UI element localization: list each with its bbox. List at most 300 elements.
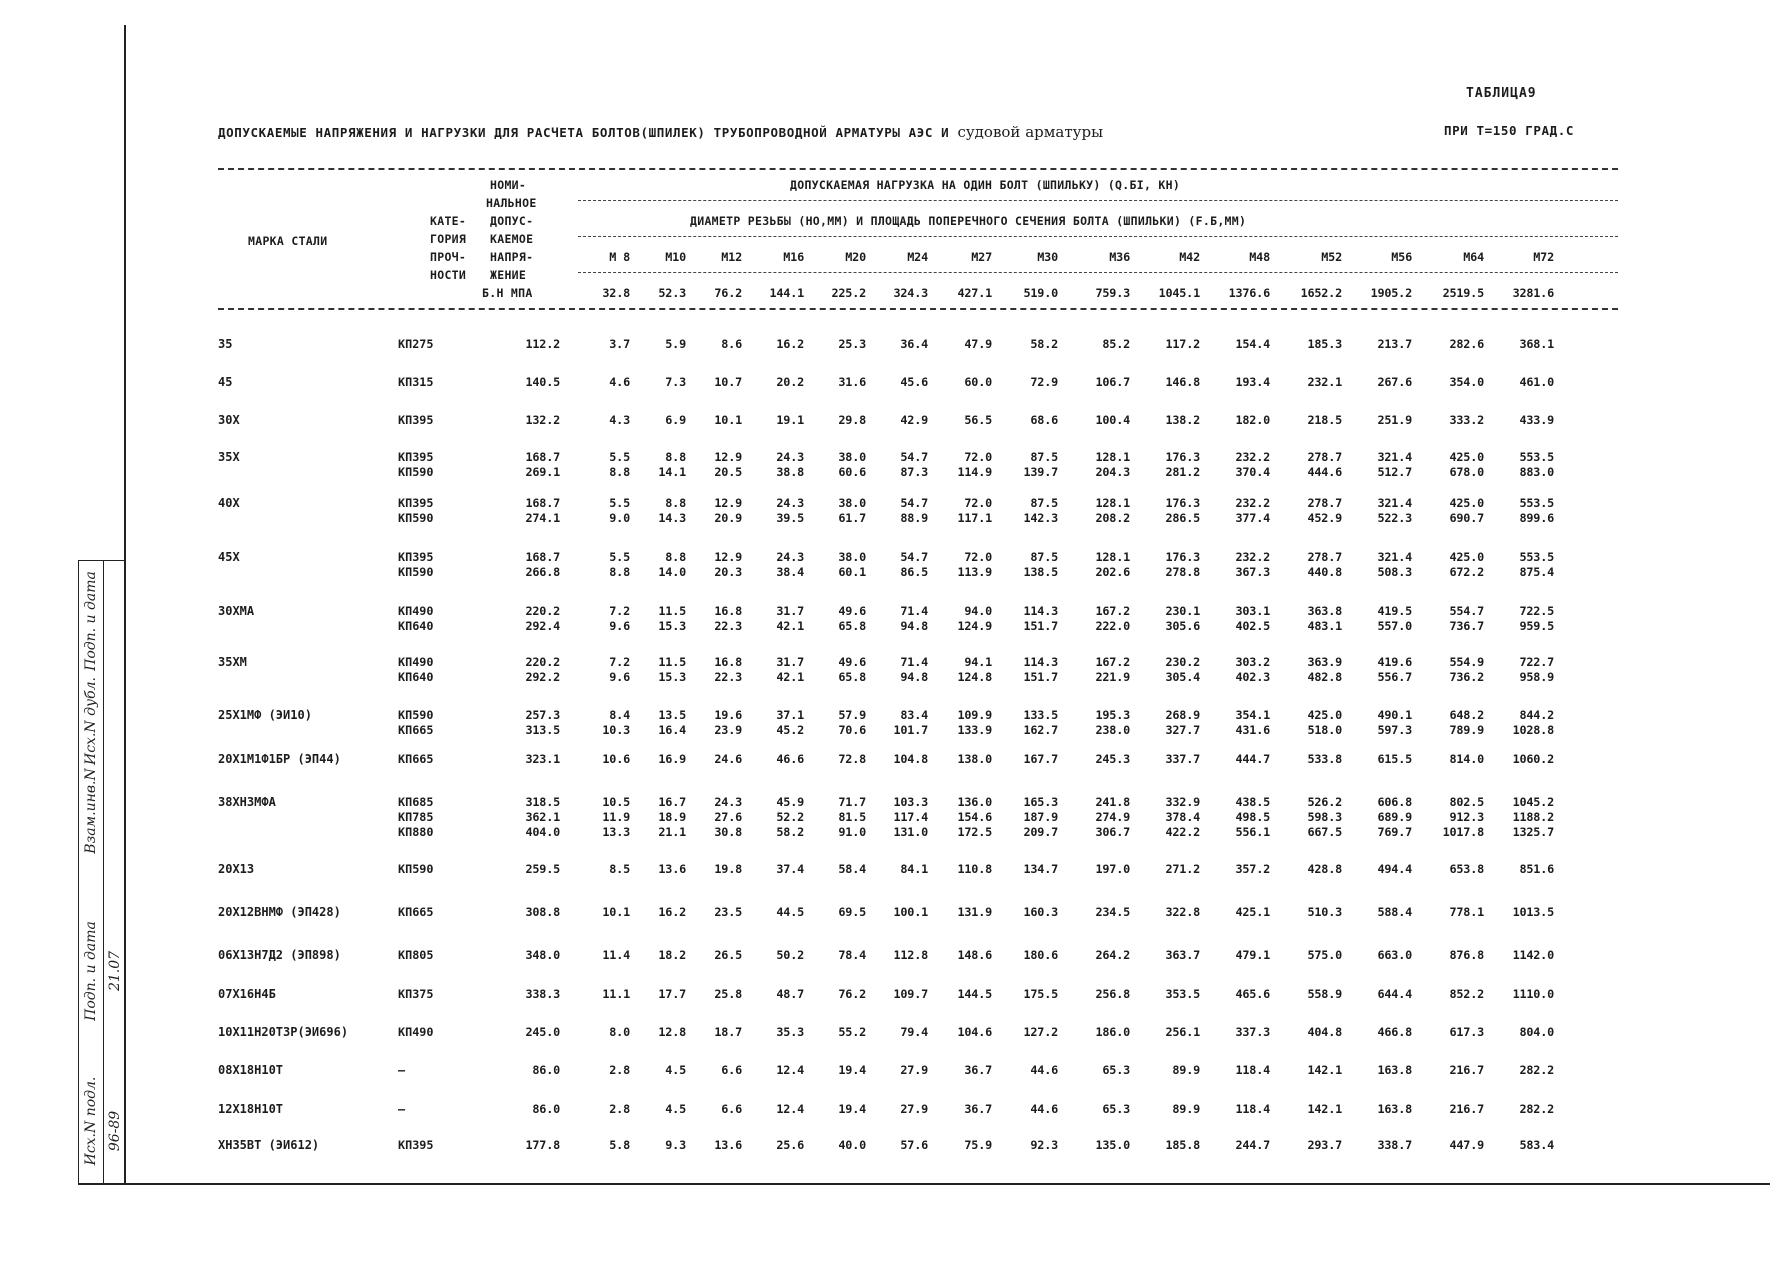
stamp-label-orig: Исх.N подл. bbox=[83, 1076, 99, 1166]
row-10-value-1-11: 598.3 bbox=[1307, 810, 1342, 824]
row-14-value-0-4: 76.2 bbox=[838, 987, 866, 1001]
thread-size-13: М64 bbox=[1463, 250, 1484, 264]
row-5-value-0-14: 553.5 bbox=[1519, 550, 1554, 564]
thread-size-9: М42 bbox=[1179, 250, 1200, 264]
row-steel-16: 08Х18Н10Т bbox=[218, 1063, 284, 1077]
row-4-value-1-4: 61.7 bbox=[838, 511, 866, 525]
row-6-value-1-13: 736.7 bbox=[1449, 619, 1484, 633]
area-value-14: 3281.6 bbox=[1512, 286, 1554, 300]
row-4-value-0-2: 12.9 bbox=[714, 496, 742, 510]
row-11-value-0-5: 84.1 bbox=[900, 862, 928, 876]
row-10-value-2-3: 58.2 bbox=[776, 825, 804, 839]
row-2-value-0-9: 138.2 bbox=[1165, 413, 1200, 427]
row-3-value-1-5: 87.3 bbox=[900, 465, 928, 479]
row-7-value-0-14: 722.7 bbox=[1519, 655, 1554, 669]
row-7-category-0: КП490 bbox=[398, 655, 434, 669]
row-5-value-1-5: 86.5 bbox=[900, 565, 928, 579]
row-3-value-0-7: 87.5 bbox=[1030, 450, 1058, 464]
row-6-stress-1: 292.4 bbox=[525, 619, 560, 633]
row-8-value-0-8: 195.3 bbox=[1095, 708, 1130, 722]
row-6-value-1-4: 65.8 bbox=[838, 619, 866, 633]
row-1-value-0-7: 72.9 bbox=[1030, 375, 1058, 389]
row-18-value-0-9: 185.8 bbox=[1165, 1138, 1200, 1152]
row-5-category-1: КП590 bbox=[398, 565, 434, 579]
row-7-value-0-3: 31.7 bbox=[776, 655, 804, 669]
row-13-value-0-13: 876.8 bbox=[1449, 948, 1484, 962]
row-16-value-0-4: 19.4 bbox=[838, 1063, 866, 1077]
row-5-value-1-8: 202.6 bbox=[1095, 565, 1130, 579]
row-3-value-0-14: 553.5 bbox=[1519, 450, 1554, 464]
row-3-value-0-5: 54.7 bbox=[900, 450, 928, 464]
row-10-value-2-2: 30.8 bbox=[714, 825, 742, 839]
row-7-value-1-10: 402.3 bbox=[1235, 670, 1270, 684]
row-10-value-1-5: 117.4 bbox=[893, 810, 928, 824]
row-8-value-0-5: 83.4 bbox=[900, 708, 928, 722]
row-17-value-0-12: 163.8 bbox=[1377, 1102, 1412, 1116]
row-4-value-0-4: 38.0 bbox=[838, 496, 866, 510]
row-14-value-0-7: 175.5 bbox=[1023, 987, 1058, 1001]
row-8-value-1-8: 238.0 bbox=[1095, 723, 1130, 737]
row-7-value-1-9: 305.4 bbox=[1165, 670, 1200, 684]
row-5-value-1-4: 60.1 bbox=[838, 565, 866, 579]
row-6-value-1-6: 124.9 bbox=[957, 619, 992, 633]
row-11-category-0: КП590 bbox=[398, 862, 434, 876]
row-6-value-0-1: 11.5 bbox=[658, 604, 686, 618]
row-8-value-0-0: 8.4 bbox=[609, 708, 630, 722]
row-5-value-1-0: 8.8 bbox=[609, 565, 630, 579]
row-15-value-0-5: 79.4 bbox=[900, 1025, 928, 1039]
row-9-value-0-1: 16.9 bbox=[658, 752, 686, 766]
row-14-value-0-2: 25.8 bbox=[714, 987, 742, 1001]
row-3-value-1-4: 60.6 bbox=[838, 465, 866, 479]
row-9-value-0-10: 444.7 bbox=[1235, 752, 1270, 766]
row-8-value-1-12: 597.3 bbox=[1377, 723, 1412, 737]
row-11-value-0-2: 19.8 bbox=[714, 862, 742, 876]
thread-size-4: М20 bbox=[845, 250, 866, 264]
row-0-value-0-5: 36.4 bbox=[900, 337, 928, 351]
row-18-value-0-5: 57.6 bbox=[900, 1138, 928, 1152]
area-value-8: 759.3 bbox=[1095, 286, 1130, 300]
column-stress-line-4: КАЕМОЕ bbox=[490, 232, 534, 246]
row-7-value-1-12: 556.7 bbox=[1377, 670, 1412, 684]
row-13-stress-0: 348.0 bbox=[525, 948, 560, 962]
row-5-value-0-11: 278.7 bbox=[1307, 550, 1342, 564]
title-handwritten: судовой арматуры bbox=[957, 123, 1104, 141]
row-3-value-0-12: 321.4 bbox=[1377, 450, 1412, 464]
row-10-category-0: КП685 bbox=[398, 795, 434, 809]
row-15-value-0-7: 127.2 bbox=[1023, 1025, 1058, 1039]
row-13-value-0-8: 264.2 bbox=[1095, 948, 1130, 962]
row-9-value-0-12: 615.5 bbox=[1377, 752, 1412, 766]
row-7-stress-0: 220.2 bbox=[525, 655, 560, 669]
thread-size-7: М30 bbox=[1037, 250, 1058, 264]
diameter-header-rule bbox=[578, 236, 1618, 237]
row-4-value-1-2: 20.9 bbox=[714, 511, 742, 525]
row-1-value-0-1: 7.3 bbox=[665, 375, 686, 389]
row-11-value-0-0: 8.5 bbox=[609, 862, 630, 876]
row-4-value-1-10: 377.4 bbox=[1235, 511, 1270, 525]
row-6-value-1-12: 557.0 bbox=[1377, 619, 1412, 633]
row-7-value-0-7: 114.3 bbox=[1023, 655, 1058, 669]
row-8-stress-1: 313.5 bbox=[525, 723, 560, 737]
row-1-value-0-10: 193.4 bbox=[1235, 375, 1270, 389]
thread-size-10: М48 bbox=[1249, 250, 1270, 264]
row-18-value-0-6: 75.9 bbox=[964, 1138, 992, 1152]
row-10-value-1-6: 154.6 bbox=[957, 810, 992, 824]
row-8-stress-0: 257.3 bbox=[525, 708, 560, 722]
row-6-value-0-2: 16.8 bbox=[714, 604, 742, 618]
row-1-value-0-5: 45.6 bbox=[900, 375, 928, 389]
row-7-value-1-11: 482.8 bbox=[1307, 670, 1342, 684]
row-4-stress-1: 274.1 bbox=[525, 511, 560, 525]
row-13-value-0-7: 180.6 bbox=[1023, 948, 1058, 962]
row-10-value-2-5: 131.0 bbox=[893, 825, 928, 839]
row-18-value-0-0: 5.8 bbox=[609, 1138, 630, 1152]
row-6-value-1-8: 222.0 bbox=[1095, 619, 1130, 633]
row-9-value-0-9: 337.7 bbox=[1165, 752, 1200, 766]
row-13-value-0-14: 1142.0 bbox=[1512, 948, 1554, 962]
row-7-value-1-8: 221.9 bbox=[1095, 670, 1130, 684]
row-12-value-0-14: 1013.5 bbox=[1512, 905, 1554, 919]
row-5-value-0-10: 232.2 bbox=[1235, 550, 1270, 564]
row-4-value-1-1: 14.3 bbox=[658, 511, 686, 525]
row-5-value-1-1: 14.0 bbox=[658, 565, 686, 579]
row-10-value-2-7: 209.7 bbox=[1023, 825, 1058, 839]
row-6-value-1-10: 402.5 bbox=[1235, 619, 1270, 633]
row-4-value-0-14: 553.5 bbox=[1519, 496, 1554, 510]
row-0-value-0-6: 47.9 bbox=[964, 337, 992, 351]
row-10-value-0-13: 802.5 bbox=[1449, 795, 1484, 809]
row-0-value-0-12: 213.7 bbox=[1377, 337, 1412, 351]
area-value-7: 519.0 bbox=[1023, 286, 1058, 300]
row-2-stress-0: 132.2 bbox=[525, 413, 560, 427]
row-8-value-1-3: 45.2 bbox=[776, 723, 804, 737]
row-5-value-1-3: 38.4 bbox=[776, 565, 804, 579]
row-12-value-0-1: 16.2 bbox=[658, 905, 686, 919]
row-18-value-0-3: 25.6 bbox=[776, 1138, 804, 1152]
row-17-category-0: – bbox=[398, 1102, 406, 1116]
row-16-value-0-9: 89.9 bbox=[1172, 1063, 1200, 1077]
row-14-value-0-6: 144.5 bbox=[957, 987, 992, 1001]
row-7-value-0-2: 16.8 bbox=[714, 655, 742, 669]
row-3-value-1-0: 8.8 bbox=[609, 465, 630, 479]
row-15-value-0-12: 466.8 bbox=[1377, 1025, 1412, 1039]
row-10-value-1-8: 274.9 bbox=[1095, 810, 1130, 824]
row-15-value-0-8: 186.0 bbox=[1095, 1025, 1130, 1039]
row-12-value-0-11: 510.3 bbox=[1307, 905, 1342, 919]
thread-size-14: М72 bbox=[1533, 250, 1554, 264]
area-value-1: 52.3 bbox=[658, 286, 686, 300]
row-10-value-0-2: 24.3 bbox=[714, 795, 742, 809]
row-9-value-0-2: 24.6 bbox=[714, 752, 742, 766]
row-9-value-0-11: 533.8 bbox=[1307, 752, 1342, 766]
title-main: ДОПУСКАЕМЫЕ НАПРЯЖЕНИЯ И НАГРУЗКИ ДЛЯ РАСЧЕТА БОЛТОВ(ШПИЛЕК) ТРУБОПРОВОДНОЙ АРМАТУРЫ АЭС И bbox=[218, 125, 950, 140]
row-0-value-0-2: 8.6 bbox=[721, 337, 742, 351]
row-11-value-0-13: 653.8 bbox=[1449, 862, 1484, 876]
row-steel-0: 35 bbox=[218, 337, 233, 351]
row-10-value-0-0: 10.5 bbox=[602, 795, 630, 809]
row-8-value-0-11: 425.0 bbox=[1307, 708, 1342, 722]
row-15-value-0-13: 617.3 bbox=[1449, 1025, 1484, 1039]
row-3-value-0-4: 38.0 bbox=[838, 450, 866, 464]
row-10-value-2-0: 13.3 bbox=[602, 825, 630, 839]
column-stress-line-1: НОМИ- bbox=[490, 178, 527, 192]
row-4-value-1-9: 286.5 bbox=[1165, 511, 1200, 525]
row-10-value-0-6: 136.0 bbox=[957, 795, 992, 809]
row-6-category-0: КП490 bbox=[398, 604, 434, 618]
row-17-value-0-1: 4.5 bbox=[665, 1102, 686, 1116]
row-14-value-0-1: 17.7 bbox=[658, 987, 686, 1001]
row-5-value-0-5: 54.7 bbox=[900, 550, 928, 564]
row-10-value-0-8: 241.8 bbox=[1095, 795, 1130, 809]
row-16-value-0-2: 6.6 bbox=[721, 1063, 742, 1077]
row-5-value-0-6: 72.0 bbox=[964, 550, 992, 564]
row-0-value-0-8: 85.2 bbox=[1102, 337, 1130, 351]
row-7-value-0-0: 7.2 bbox=[609, 655, 630, 669]
row-9-category-0: КП665 bbox=[398, 752, 434, 766]
row-2-value-0-10: 182.0 bbox=[1235, 413, 1270, 427]
row-10-value-2-9: 422.2 bbox=[1165, 825, 1200, 839]
thread-size-8: М36 bbox=[1109, 250, 1130, 264]
row-3-value-1-2: 20.5 bbox=[714, 465, 742, 479]
row-11-value-0-11: 428.8 bbox=[1307, 862, 1342, 876]
row-8-value-1-9: 327.7 bbox=[1165, 723, 1200, 737]
row-9-stress-0: 323.1 bbox=[525, 752, 560, 766]
area-value-2: 76.2 bbox=[714, 286, 742, 300]
row-9-value-0-4: 72.8 bbox=[838, 752, 866, 766]
row-steel-12: 20Х12ВНМФ (ЭП428) bbox=[218, 905, 341, 919]
row-10-value-1-2: 27.6 bbox=[714, 810, 742, 824]
row-7-value-0-13: 554.9 bbox=[1449, 655, 1484, 669]
row-3-stress-1: 269.1 bbox=[525, 465, 560, 479]
row-6-value-0-8: 167.2 bbox=[1095, 604, 1130, 618]
table-title bbox=[218, 123, 1103, 141]
row-12-category-0: КП665 bbox=[398, 905, 434, 919]
row-14-value-0-12: 644.4 bbox=[1377, 987, 1412, 1001]
stamp-label-sign: Подп. и дата bbox=[83, 921, 99, 1021]
row-5-value-1-10: 367.3 bbox=[1235, 565, 1270, 579]
row-15-value-0-4: 55.2 bbox=[838, 1025, 866, 1039]
row-12-value-0-8: 234.5 bbox=[1095, 905, 1130, 919]
thread-size-6: М27 bbox=[971, 250, 992, 264]
row-6-value-1-5: 94.8 bbox=[900, 619, 928, 633]
row-2-value-0-7: 68.6 bbox=[1030, 413, 1058, 427]
row-0-stress-0: 112.2 bbox=[525, 337, 560, 351]
thread-size-5: М24 bbox=[907, 250, 928, 264]
row-7-value-0-4: 49.6 bbox=[838, 655, 866, 669]
row-5-value-0-4: 38.0 bbox=[838, 550, 866, 564]
temperature-label: ПРИ Т=150 ГРАД.С bbox=[1444, 123, 1575, 138]
row-16-value-0-3: 12.4 bbox=[776, 1063, 804, 1077]
row-13-value-0-11: 575.0 bbox=[1307, 948, 1342, 962]
row-10-value-2-8: 306.7 bbox=[1095, 825, 1130, 839]
row-10-value-0-7: 165.3 bbox=[1023, 795, 1058, 809]
row-7-value-0-12: 419.6 bbox=[1377, 655, 1412, 669]
row-8-value-1-2: 23.9 bbox=[714, 723, 742, 737]
row-0-value-0-13: 282.6 bbox=[1449, 337, 1484, 351]
row-9-value-0-14: 1060.2 bbox=[1512, 752, 1554, 766]
row-1-value-0-6: 60.0 bbox=[964, 375, 992, 389]
row-2-value-0-14: 433.9 bbox=[1519, 413, 1554, 427]
row-7-value-1-5: 94.8 bbox=[900, 670, 928, 684]
row-0-value-0-0: 3.7 bbox=[609, 337, 630, 351]
row-4-value-1-8: 208.2 bbox=[1095, 511, 1130, 525]
row-3-value-1-6: 114.9 bbox=[957, 465, 992, 479]
row-15-value-0-14: 804.0 bbox=[1519, 1025, 1554, 1039]
row-15-value-0-1: 12.8 bbox=[658, 1025, 686, 1039]
row-17-value-0-4: 19.4 bbox=[838, 1102, 866, 1116]
row-4-value-1-3: 39.5 bbox=[776, 511, 804, 525]
row-13-value-0-9: 363.7 bbox=[1165, 948, 1200, 962]
row-1-category-0: КП315 bbox=[398, 375, 434, 389]
row-18-value-0-11: 293.7 bbox=[1307, 1138, 1342, 1152]
row-4-value-1-13: 690.7 bbox=[1449, 511, 1484, 525]
row-17-stress-0: 86.0 bbox=[532, 1102, 560, 1116]
row-4-value-1-5: 88.9 bbox=[900, 511, 928, 525]
row-7-value-0-1: 11.5 bbox=[658, 655, 686, 669]
row-12-value-0-6: 131.9 bbox=[957, 905, 992, 919]
row-6-value-1-3: 42.1 bbox=[776, 619, 804, 633]
row-steel-9: 20Х1М1Ф1БР (ЭП44) bbox=[218, 752, 341, 766]
row-11-value-0-10: 357.2 bbox=[1235, 862, 1270, 876]
row-6-value-1-2: 22.3 bbox=[714, 619, 742, 633]
row-3-value-0-2: 12.9 bbox=[714, 450, 742, 464]
row-3-value-1-7: 139.7 bbox=[1023, 465, 1058, 479]
row-steel-6: 30ХМА bbox=[218, 604, 255, 618]
row-12-value-0-0: 10.1 bbox=[602, 905, 630, 919]
row-13-value-0-0: 11.4 bbox=[602, 948, 630, 962]
row-6-value-0-9: 230.1 bbox=[1165, 604, 1200, 618]
row-steel-13: 06Х13Н7Д2 (ЭП898) bbox=[218, 948, 341, 962]
row-1-value-0-4: 31.6 bbox=[838, 375, 866, 389]
row-5-value-0-7: 87.5 bbox=[1030, 550, 1058, 564]
thread-size-11: М52 bbox=[1321, 250, 1342, 264]
row-4-value-0-9: 176.3 bbox=[1165, 496, 1200, 510]
thread-size-2: М12 bbox=[721, 250, 742, 264]
row-15-value-0-10: 337.3 bbox=[1235, 1025, 1270, 1039]
row-6-value-0-14: 722.5 bbox=[1519, 604, 1554, 618]
row-13-value-0-4: 78.4 bbox=[838, 948, 866, 962]
row-16-category-0: – bbox=[398, 1063, 406, 1077]
row-6-value-1-7: 151.7 bbox=[1023, 619, 1058, 633]
row-8-value-0-3: 37.1 bbox=[776, 708, 804, 722]
row-3-value-1-13: 678.0 bbox=[1449, 465, 1484, 479]
row-2-value-0-4: 29.8 bbox=[838, 413, 866, 427]
row-10-stress-1: 362.1 bbox=[525, 810, 560, 824]
row-15-value-0-3: 35.3 bbox=[776, 1025, 804, 1039]
row-18-value-0-4: 40.0 bbox=[838, 1138, 866, 1152]
row-18-value-0-12: 338.7 bbox=[1377, 1138, 1412, 1152]
row-11-value-0-12: 494.4 bbox=[1377, 862, 1412, 876]
row-7-value-1-0: 9.6 bbox=[609, 670, 630, 684]
row-9-value-0-7: 167.7 bbox=[1023, 752, 1058, 766]
row-8-value-0-13: 648.2 bbox=[1449, 708, 1484, 722]
row-10-value-1-14: 1188.2 bbox=[1512, 810, 1554, 824]
row-6-stress-0: 220.2 bbox=[525, 604, 560, 618]
row-13-value-0-6: 148.6 bbox=[957, 948, 992, 962]
row-5-value-1-2: 20.3 bbox=[714, 565, 742, 579]
row-1-value-0-3: 20.2 bbox=[776, 375, 804, 389]
row-18-value-0-2: 13.6 bbox=[714, 1138, 742, 1152]
row-1-value-0-0: 4.6 bbox=[609, 375, 630, 389]
thread-size-1: М10 bbox=[665, 250, 686, 264]
row-10-value-2-4: 91.0 bbox=[838, 825, 866, 839]
row-16-value-0-10: 118.4 bbox=[1235, 1063, 1270, 1077]
row-2-value-0-8: 100.4 bbox=[1095, 413, 1130, 427]
row-5-value-1-7: 138.5 bbox=[1023, 565, 1058, 579]
row-0-value-0-11: 185.3 bbox=[1307, 337, 1342, 351]
row-5-value-1-14: 875.4 bbox=[1519, 565, 1554, 579]
row-3-value-0-6: 72.0 bbox=[964, 450, 992, 464]
row-11-value-0-3: 37.4 bbox=[776, 862, 804, 876]
row-5-value-1-13: 672.2 bbox=[1449, 565, 1484, 579]
row-6-value-0-5: 71.4 bbox=[900, 604, 928, 618]
row-2-value-0-2: 10.1 bbox=[714, 413, 742, 427]
row-4-value-0-5: 54.7 bbox=[900, 496, 928, 510]
row-1-value-0-14: 461.0 bbox=[1519, 375, 1554, 389]
area-value-5: 324.3 bbox=[893, 286, 928, 300]
row-3-value-1-10: 370.4 bbox=[1235, 465, 1270, 479]
row-4-value-0-8: 128.1 bbox=[1095, 496, 1130, 510]
row-3-value-1-8: 204.3 bbox=[1095, 465, 1130, 479]
row-16-value-0-5: 27.9 bbox=[900, 1063, 928, 1077]
row-0-value-0-1: 5.9 bbox=[665, 337, 686, 351]
row-steel-2: 30Х bbox=[218, 413, 240, 427]
row-10-value-2-13: 1017.8 bbox=[1442, 825, 1484, 839]
row-steel-15: 10Х11Н20Т3Р(ЭИ696) bbox=[218, 1025, 349, 1039]
row-11-value-0-14: 851.6 bbox=[1519, 862, 1554, 876]
row-3-value-0-8: 128.1 bbox=[1095, 450, 1130, 464]
row-8-value-1-14: 1028.8 bbox=[1512, 723, 1554, 737]
row-10-value-0-3: 45.9 bbox=[776, 795, 804, 809]
row-7-value-1-2: 22.3 bbox=[714, 670, 742, 684]
row-8-value-0-10: 354.1 bbox=[1235, 708, 1270, 722]
row-3-category-0: КП395 bbox=[398, 450, 434, 464]
row-3-value-0-1: 8.8 bbox=[665, 450, 686, 464]
row-14-stress-0: 338.3 bbox=[525, 987, 560, 1001]
row-10-value-1-0: 11.9 bbox=[602, 810, 630, 824]
row-1-value-0-9: 146.8 bbox=[1165, 375, 1200, 389]
row-16-value-0-11: 142.1 bbox=[1307, 1063, 1342, 1077]
row-0-category-0: КП275 bbox=[398, 337, 434, 351]
row-steel-14: 07Х16Н4Б bbox=[218, 987, 276, 1001]
row-3-value-0-3: 24.3 bbox=[776, 450, 804, 464]
row-5-value-0-3: 24.3 bbox=[776, 550, 804, 564]
row-7-category-1: КП640 bbox=[398, 670, 434, 684]
row-1-value-0-8: 106.7 bbox=[1095, 375, 1130, 389]
row-steel-8: 25Х1МФ (ЭИ10) bbox=[218, 708, 312, 722]
row-12-value-0-7: 160.3 bbox=[1023, 905, 1058, 919]
margin-stamp-block bbox=[78, 560, 126, 1185]
row-10-value-2-11: 667.5 bbox=[1307, 825, 1342, 839]
column-stress-line-2: НАЛЬНОЕ bbox=[486, 196, 537, 210]
row-4-value-0-3: 24.3 bbox=[776, 496, 804, 510]
column-category-line-1: КАТЕ- bbox=[430, 214, 467, 228]
row-4-value-1-7: 142.3 bbox=[1023, 511, 1058, 525]
row-4-value-1-0: 9.0 bbox=[609, 511, 630, 525]
row-7-value-0-6: 94.1 bbox=[964, 655, 992, 669]
row-5-value-1-12: 508.3 bbox=[1377, 565, 1412, 579]
row-17-value-0-13: 216.7 bbox=[1449, 1102, 1484, 1116]
row-2-value-0-13: 333.2 bbox=[1449, 413, 1484, 427]
row-12-value-0-5: 100.1 bbox=[893, 905, 928, 919]
row-7-value-0-9: 230.2 bbox=[1165, 655, 1200, 669]
row-6-value-0-10: 303.1 bbox=[1235, 604, 1270, 618]
row-1-value-0-12: 267.6 bbox=[1377, 375, 1412, 389]
row-steel-4: 40Х bbox=[218, 496, 240, 510]
row-18-category-0: КП395 bbox=[398, 1138, 434, 1152]
bottom-border-line bbox=[78, 1183, 1770, 1185]
